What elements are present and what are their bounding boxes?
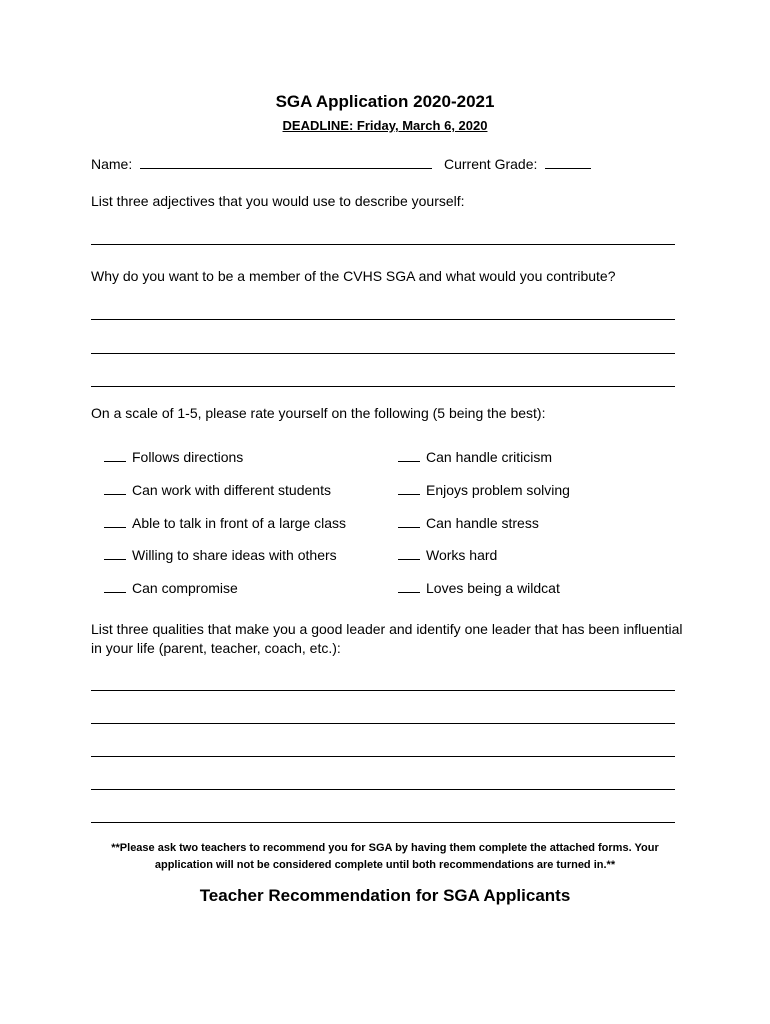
note-line: **Please ask two teachers to recommend you for SGA by having them complete the attached forms. Your xyxy=(111,842,659,854)
why-join-answer-line[interactable] xyxy=(91,386,675,387)
rating-blank[interactable] xyxy=(104,515,126,528)
rating-item xyxy=(104,580,238,596)
rating-label: Can work with different students xyxy=(132,482,331,498)
leader-answer-line[interactable] xyxy=(91,756,675,757)
leader-question-line2: in your life (parent, teacher, coach, etc.): xyxy=(91,640,341,656)
rating-blank[interactable] xyxy=(104,482,126,495)
rating-blank[interactable] xyxy=(104,449,126,462)
rating-blank[interactable] xyxy=(104,580,126,593)
section-title: Teacher Recommendation for SGA Applicants xyxy=(199,886,571,905)
leader-answer-line[interactable] xyxy=(91,690,675,691)
rating-item xyxy=(104,449,243,465)
rating-item xyxy=(398,449,552,465)
rating-blank[interactable] xyxy=(398,482,420,495)
rating-item xyxy=(398,547,497,563)
rating-blank[interactable] xyxy=(398,580,420,593)
rating-item xyxy=(104,515,346,531)
rating-label: Can compromise xyxy=(132,580,238,596)
rating-label: Can handle stress xyxy=(426,515,539,531)
deadline-text: DEADLINE: Friday, March 6, 2020 xyxy=(282,118,488,133)
rating-item xyxy=(104,547,337,563)
leader-answer-line[interactable] xyxy=(91,789,675,790)
rating-label: Follows directions xyxy=(132,449,244,465)
scale-instruction: On a scale of 1-5, please rate yourself on the following (5 being the best): xyxy=(91,405,546,421)
page-title: SGA Application 2020-2021 xyxy=(275,92,495,111)
name-field[interactable] xyxy=(140,155,432,169)
name-row xyxy=(91,155,432,172)
rating-blank[interactable] xyxy=(398,449,420,462)
why-join-question: Why do you want to be a member of the CVHS SGA and what would you contribute? xyxy=(91,268,616,284)
rating-label: Works hard xyxy=(426,547,498,563)
why-join-answer-line[interactable] xyxy=(91,319,675,320)
grade-row xyxy=(444,155,591,172)
rating-blank[interactable] xyxy=(398,547,420,560)
rating-blank[interactable] xyxy=(398,515,420,528)
leader-answer-line[interactable] xyxy=(91,723,675,724)
rating-item xyxy=(104,482,331,498)
leader-answer-line[interactable] xyxy=(91,822,675,823)
rating-blank[interactable] xyxy=(104,547,126,560)
note-line: application will not be considered complete until both recommendations are turned in.** xyxy=(154,859,616,871)
recommendation-note xyxy=(0,840,770,874)
rating-label: Loves being a wildcat xyxy=(426,580,560,596)
rating-item xyxy=(398,580,560,596)
rating-label: Able to talk in front of a large class xyxy=(132,515,346,531)
adjectives-answer-line[interactable] xyxy=(91,244,675,245)
grade-field[interactable] xyxy=(545,155,591,169)
rating-item xyxy=(398,515,539,531)
rating-label: Can handle criticism xyxy=(426,449,553,465)
leader-question-line1: List three qualities that make you a good leader and identify one leader that has been influential xyxy=(91,621,683,637)
rating-label: Enjoys problem solving xyxy=(426,482,570,498)
rating-item xyxy=(398,482,570,498)
rating-label: Willing to share ideas with others xyxy=(132,547,337,563)
name-label: Name: xyxy=(91,156,133,172)
adjectives-question: List three adjectives that you would use to describe yourself: xyxy=(91,193,465,209)
why-join-answer-line[interactable] xyxy=(91,353,675,354)
grade-label: Current Grade: xyxy=(444,156,538,172)
